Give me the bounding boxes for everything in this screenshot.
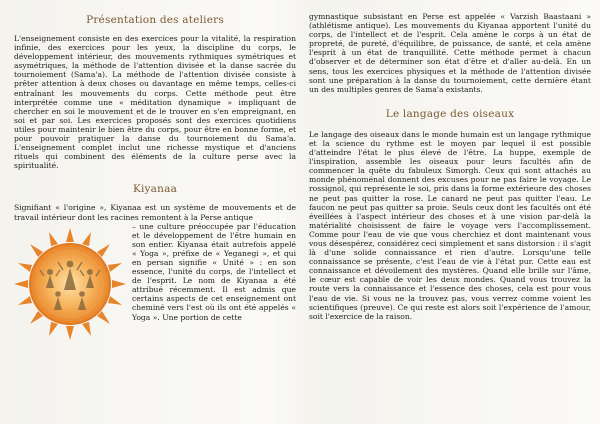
section-kiyanaa: [14, 203, 296, 321]
heading-presentation: Présentation des ateliers: [86, 14, 224, 26]
paragraph-kiyanaa-intro: Signifiant « l'origine », Kiyanaa est un système de mouvements et de travail intérieur dont les racines remontent à la Perse antique: [14, 203, 296, 222]
paragraph-kiyanaa-body: – une culture préoccupée par l'éducation et le développement de l'être humain en son entier. Kiyanaa était autrefois appelé « Yoga », préfixe de « Yeganegi », et qui en persan signifie « Unité » : en son essence, l'unité du corps, de l'intellect et de l'esprit. Le nom de Kiyanaa a été attribué récemment. Il est admis que certains aspects de cet enseignement ont cheminé vers l'est où ils ont été appelés « Yoga ». Une portion de cette: [132, 221, 296, 322]
sun-with-dancing-figures-illustration: [14, 224, 126, 344]
heading-langage-des-oiseaux: Le langage des oiseaux: [385, 107, 515, 120]
paragraph-langage-des-oiseaux: Le langage des oiseaux dans le monde humain est un langage rythmique et la science du rythme est le moyen par lequel il est possible d'atteindre l'état le plus élevé de l'être. La huppe, exemple de l'inspiration, assemble les oiseaux pour leurs facultés afin de commencer la quête du fabuleux Simorgh. Ceux qui sont attachés au monde phénoménal donnent des excuses pour ne pas faire le voyage. Le rossignol, qui représente le soi, pris dans la forme extérieure des choses ne peut pas quitter la rose. Le canard ne peut pas quitter l'eau. Le faucon ne peut pas quitter sa proie. Seuls ceux dont les facultés ont été éveillées à l'aspect intérieur des choses et à une vision par-delà la matérialité choisissent de faire le voyage vers l'accomplissement. Comme pour l'eau de vie que vous cherchiez et dont maintenant vous vous désespérez, considérez ceci simplement et sans distorsion : il s'agit là d'une solide connaissance et rien d'autre. Lorsqu'une telle connaissance se présente, c'est l'eau de vie à l'état pur. Cette eau est connaissance et dévoilement des mystères. Quand elle brille sur l'âme, le cœur est capable de voir les deux mondes. Quand vous trouvez la route vers la connaissance et l'essence des choses, cela est pour vous l'eau de vie. Si vous ne la trouvez pas, vous verrez comme voient les scientifiques (preuve). Ce qui reste est alors soit l'expérience de l'amour, soit l'exercice de la raison.: [309, 129, 591, 321]
paragraph-presentation: L'enseignement consiste en des exercices pour la vitalité, la respiration infinie, des exercices pour les yeux, la discipline du corps, le développement intérieur, des mouvements rythmiques symétriques et asymétriques, la méthode de l'attention divisée et la danse sacrée du tournoiement (Sama'a). La méthode de l'attention divisée consiste à prêter attention à deux choses ou davantage en même temps, celles-ci entraînant les mouvements du corps. Cette méthode peut être interprétée comme une « méditation dynamique » impliquant de chercher en soi le mouvement et de le trouver en s'en empreignant, en soi et par soi. Les exercices proposés sont des exercices quotidiens utiles pour maintenir le bien être du corps, pour être en bonne forme, et pour pouvoir pratiquer la danse du tournoiement du Sama'a. L'enseignement complet inclut une richesse mystique et d'anciens rituels qui combinent des éléments de la culture perse avec la spiritualité.: [14, 34, 296, 171]
right-column: [309, 12, 591, 321]
left-column: [14, 14, 296, 344]
paragraph-kiyanaa-continued: gymnastique subsistant en Perse est appelée « Varzish Baastaani » (athlétisme antique). Les mouvements du Kiyanaa apportent l'unité du corps, de l'intellect et de l'esprit. Cela amène le corps à un état de propreté, de pureté, d'équilibre, de puissance, de santé, et cela amène l'esprit à un état de tranquillité. Cette méthode permet à chacun d'observer et de déterminer son état d'être et d'aller au-delà. En un sens, tous les exercices physiques et la méthode de l'attention divisée sont une préparation à la danse du tournoiement, cette dernière étant un des multiples genres de Sama'a existants.: [309, 12, 591, 94]
section-presentation: [14, 14, 296, 170]
heading-kiyanaa: Kiyanaa: [132, 183, 178, 196]
